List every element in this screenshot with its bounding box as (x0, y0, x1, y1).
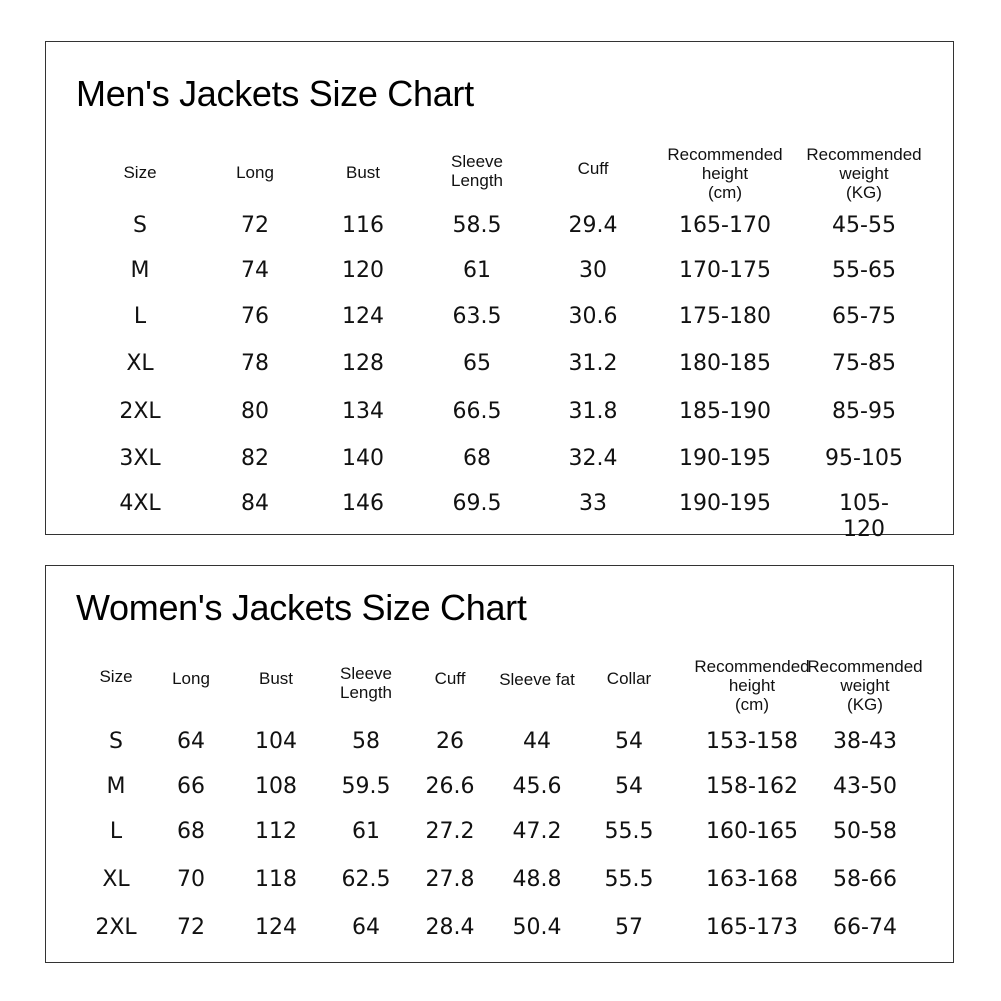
men-column-header: Recommended height (cm) (667, 145, 783, 202)
men-table-cell: 63.5 (452, 304, 502, 329)
men-column-header: Size (123, 163, 157, 182)
women-table-cell: 64 (177, 729, 205, 754)
men-table-cell: XL (126, 351, 154, 376)
women-column-header: Collar (606, 669, 652, 688)
men-table-cell: 58.5 (452, 213, 502, 238)
women-table-cell: 72 (177, 915, 205, 940)
men-table-cell: 31.8 (568, 399, 618, 424)
men-table-cell: 116 (342, 213, 384, 238)
men-table-cell: M (130, 258, 150, 283)
men-column-header: Sleeve Length (451, 152, 503, 190)
women-table-cell: 2XL (95, 915, 137, 940)
women-table-cell: 58-66 (833, 867, 897, 892)
women-table-cell: 112 (255, 819, 297, 844)
women-table-cell: 70 (177, 867, 205, 892)
men-table-cell: S (133, 213, 147, 238)
men-table-cell: 65-75 (832, 304, 896, 329)
women-table-cell: 64 (352, 915, 380, 940)
men-table-cell: 105-120 (839, 491, 889, 542)
women-table-cell: 54 (615, 774, 643, 799)
women-table-cell: 158-162 (706, 774, 798, 799)
women-table-cell: 26.6 (425, 774, 475, 799)
women-table-cell: 124 (255, 915, 297, 940)
women-table-cell: XL (102, 867, 130, 892)
men-table-cell: 84 (241, 491, 269, 516)
women-table-cell: 160-165 (706, 819, 798, 844)
women-table-cell: 54 (615, 729, 643, 754)
men-table-cell: 72 (241, 213, 269, 238)
men-table-cell: 134 (342, 399, 384, 424)
women-table-cell: 28.4 (425, 915, 475, 940)
women-column-header: Long (172, 669, 210, 688)
men-table-cell: 180-185 (679, 351, 771, 376)
men-table-cell: 75-85 (832, 351, 896, 376)
women-table-cell: 66 (177, 774, 205, 799)
men-table-cell: 55-65 (832, 258, 896, 283)
men-table-cell: 3XL (119, 446, 161, 471)
men-table-cell: 66.5 (452, 399, 502, 424)
women-column-header: Bust (258, 669, 294, 688)
men-table-cell: 82 (241, 446, 269, 471)
men-table-cell: 80 (241, 399, 269, 424)
women-table-cell: 66-74 (833, 915, 897, 940)
women-table-cell: 47.2 (512, 819, 562, 844)
women-table-cell: 50.4 (512, 915, 562, 940)
men-table-cell: 30 (579, 258, 607, 283)
men-size-table (46, 42, 953, 542)
women-size-chart-panel (45, 565, 954, 963)
men-table-cell: 74 (241, 258, 269, 283)
men-table-cell: 185-190 (679, 399, 771, 424)
women-size-table (46, 566, 953, 962)
women-table-cell: 43-50 (833, 774, 897, 799)
women-column-header: Recommended weight (KG) (807, 657, 923, 714)
men-table-cell: 175-180 (679, 304, 771, 329)
women-chart-title: Women's Jackets Size Chart (76, 587, 527, 628)
women-table-cell: 55.5 (604, 867, 654, 892)
women-table-cell: 26 (436, 729, 464, 754)
women-table-cell: 68 (177, 819, 205, 844)
women-table-cell: 153-158 (706, 729, 798, 754)
men-table-cell: 146 (342, 491, 384, 516)
men-table-cell: 61 (463, 258, 491, 283)
women-table-cell: 108 (255, 774, 297, 799)
men-table-cell: 76 (241, 304, 269, 329)
women-table-cell: 50-58 (833, 819, 897, 844)
men-table-cell: 45-55 (832, 213, 896, 238)
women-table-cell: 55.5 (604, 819, 654, 844)
men-table-cell: 124 (342, 304, 384, 329)
women-table-cell: 118 (255, 867, 297, 892)
men-column-header: Bust (345, 163, 381, 182)
men-table-cell: 120 (342, 258, 384, 283)
women-table-cell: 27.2 (425, 819, 475, 844)
women-table-cell: 61 (352, 819, 380, 844)
men-table-cell: 170-175 (679, 258, 771, 283)
men-table-cell: 31.2 (568, 351, 618, 376)
men-table-cell: 95-105 (825, 446, 903, 471)
women-column-header: Size (99, 667, 133, 686)
women-table-cell: 163-168 (706, 867, 798, 892)
women-column-header: Recommended height (cm) (694, 657, 810, 714)
men-column-header: Long (236, 163, 274, 182)
men-size-chart-panel (45, 41, 954, 542)
men-table-cell: 65 (463, 351, 491, 376)
men-column-header: Recommended weight (KG) (806, 145, 922, 202)
women-table-cell: M (106, 774, 126, 799)
women-table-cell: 48.8 (512, 867, 562, 892)
men-table-cell: 85-95 (832, 399, 896, 424)
women-table-cell: 57 (615, 915, 643, 940)
men-table-cell: 30.6 (568, 304, 618, 329)
men-table-cell: 128 (342, 351, 384, 376)
women-table-cell: 104 (255, 729, 297, 754)
men-table-cell: 68 (463, 446, 491, 471)
men-table-cell: 78 (241, 351, 269, 376)
men-table-cell: 165-170 (679, 213, 771, 238)
men-table-cell: 190-195 (679, 491, 771, 516)
women-table-cell: 38-43 (833, 729, 897, 754)
men-table-cell: 33 (579, 491, 607, 516)
women-table-cell: 27.8 (425, 867, 475, 892)
women-table-cell: 45.6 (512, 774, 562, 799)
men-table-cell: 32.4 (568, 446, 618, 471)
men-table-cell: 2XL (119, 399, 161, 424)
women-table-cell: 44 (523, 729, 551, 754)
women-table-cell: 58 (352, 729, 380, 754)
women-table-cell: 165-173 (706, 915, 798, 940)
women-column-header: Sleeve fat (499, 670, 575, 689)
men-table-cell: 4XL (119, 491, 161, 516)
women-table-cell: L (109, 819, 123, 844)
men-table-cell: L (133, 304, 147, 329)
men-column-header: Cuff (577, 159, 609, 178)
men-table-cell: 190-195 (679, 446, 771, 471)
men-table-cell: 140 (342, 446, 384, 471)
men-table-cell: 69.5 (452, 491, 502, 516)
women-column-header: Cuff (434, 669, 466, 688)
men-table-cell: 29.4 (568, 213, 618, 238)
women-column-header: Sleeve Length (340, 664, 392, 702)
women-table-cell: S (109, 729, 123, 754)
women-table-cell: 59.5 (341, 774, 391, 799)
women-table-cell: 62.5 (341, 867, 391, 892)
men-chart-title: Men's Jackets Size Chart (76, 73, 474, 114)
